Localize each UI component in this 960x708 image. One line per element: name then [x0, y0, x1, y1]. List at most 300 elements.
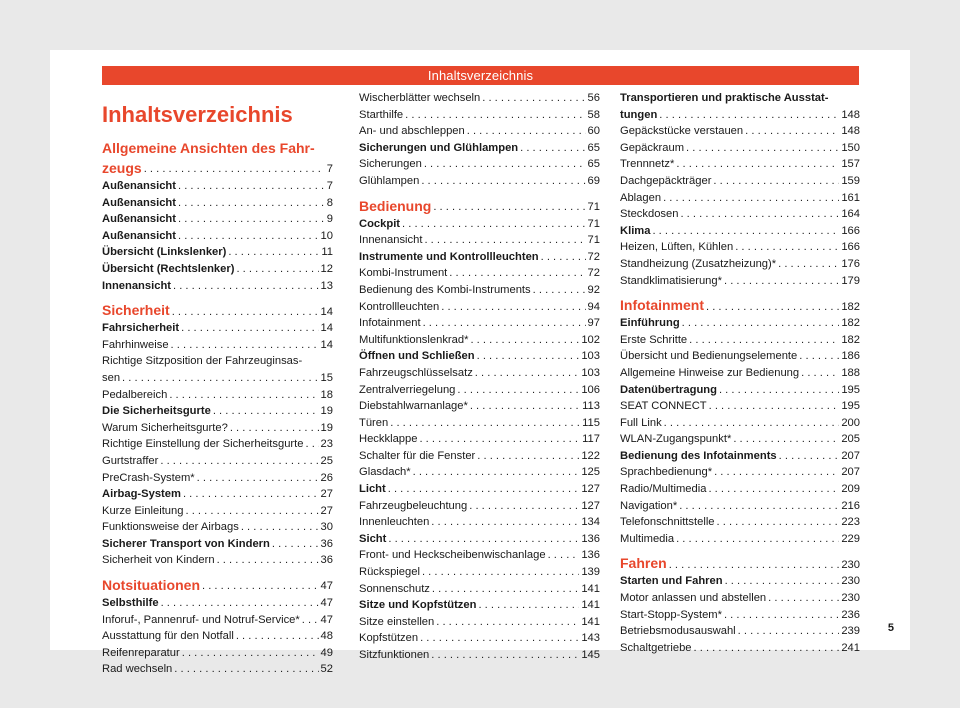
toc-page-number: 207: [841, 449, 860, 462]
toc-page-number: 36: [320, 537, 333, 550]
toc-entry[interactable]: [102, 353, 333, 386]
toc-page-number: 159: [841, 174, 860, 187]
toc-entry-title: PreCrash-System*: [102, 471, 195, 484]
toc-page-number: 115: [582, 416, 600, 429]
dot-leader: [241, 519, 319, 536]
toc-entry-title: Rückspiegel: [359, 566, 420, 579]
toc-page-number: 148: [841, 125, 860, 138]
toc-page-number: 176: [841, 257, 860, 270]
toc-page-number: 10: [320, 229, 333, 242]
toc-entry-title: Richtige Einstellung der Sicherheitsgurte: [102, 438, 304, 451]
toc-entry[interactable]: [620, 415, 860, 432]
toc-entry[interactable]: [620, 140, 860, 157]
toc-entry[interactable]: [102, 612, 333, 629]
toc-entry[interactable]: [102, 195, 333, 212]
toc-entry-title: Motor anlassen und abstellen: [620, 592, 767, 605]
page-number: 5: [887, 622, 894, 634]
toc-entry-title: Ausstattung für den Notfall: [102, 630, 234, 643]
toc-entry[interactable]: [620, 531, 860, 548]
toc-entry[interactable]: [620, 640, 860, 657]
toc-entry-title: Diebstahlwarnanlage*: [359, 400, 468, 413]
toc-entry-title: Steckdosen: [620, 208, 679, 221]
toc-page-number: 103: [581, 350, 600, 363]
toc-entry-title: Fahren: [620, 555, 667, 572]
toc-entry[interactable]: [359, 448, 600, 465]
toc-entry-title: Außenansicht: [102, 180, 176, 192]
dot-leader: [230, 420, 319, 437]
dot-leader: [659, 107, 839, 124]
toc-entry-title: Ablagen: [620, 191, 662, 204]
toc-entry[interactable]: [620, 273, 860, 290]
dot-leader: [432, 581, 579, 598]
toc-page-number: 13: [320, 279, 333, 292]
dot-leader: [475, 365, 580, 382]
toc-entry-title: An- und abschleppen: [359, 125, 465, 138]
toc-entry-title: Allgemeine Hinweise zur Bedienung: [620, 366, 800, 379]
toc-entry-title: Heizen, Lüften, Kühlen: [620, 241, 734, 254]
toc-entry[interactable]: [359, 282, 600, 299]
toc-entry[interactable]: [359, 265, 600, 282]
toc-entry[interactable]: [620, 464, 860, 481]
toc-page-number: 136: [581, 549, 600, 562]
toc-section-heading[interactable]: [102, 575, 333, 595]
toc-page-number: 141: [581, 582, 600, 595]
dot-leader: [664, 415, 840, 432]
toc-page-number: 209: [841, 483, 860, 496]
toc-entry[interactable]: [620, 223, 860, 240]
toc-entry-title: Erste Schritte: [620, 333, 688, 346]
toc-page-number: 205: [841, 433, 860, 446]
toc-entry-title: Die Sicherheitsgurte: [102, 405, 211, 418]
toc-page-number: 27: [320, 504, 333, 517]
toc-entry[interactable]: [620, 514, 860, 531]
toc-entry[interactable]: [102, 211, 333, 228]
dot-leader: [541, 249, 586, 266]
toc-entry[interactable]: [102, 628, 333, 645]
toc-entry-title: Kurze Einleitung: [102, 504, 184, 517]
dot-leader: [669, 557, 840, 574]
toc-page-number: 195: [841, 383, 860, 396]
dot-leader: [236, 261, 318, 278]
dot-leader: [402, 216, 586, 233]
toc-page-number: 145: [581, 649, 600, 661]
toc-page-number: 65: [587, 158, 600, 171]
dot-leader: [717, 514, 840, 531]
toc-entry-title: Pedalbereich: [102, 388, 168, 401]
toc-entry[interactable]: [359, 232, 600, 249]
toc-entry[interactable]: [102, 228, 333, 245]
toc-page-number: 58: [587, 108, 600, 121]
toc-entry-title: Infotainment: [359, 317, 421, 330]
toc-entry[interactable]: [102, 436, 333, 453]
toc-entry-title: Multifunktionslenkrad*: [359, 333, 469, 346]
toc-entry-title: Transportieren und praktische Ausstat-: [620, 92, 829, 104]
toc-entry[interactable]: [620, 190, 860, 207]
toc-entry-title: Wischerblätter wechseln: [359, 92, 481, 104]
dot-leader: [424, 232, 585, 249]
dot-leader: [470, 332, 579, 349]
dot-leader: [178, 228, 319, 245]
toc-page-number: 182: [841, 300, 860, 313]
dot-leader: [441, 299, 585, 316]
toc-entry-title: Funktionsweise der Airbags: [102, 521, 239, 534]
toc-entry[interactable]: [620, 332, 860, 349]
toc-entry[interactable]: [620, 590, 860, 607]
toc-entry-title: Sicht: [359, 532, 387, 545]
toc-entry-title: Trennnetz*: [620, 158, 675, 171]
toc-entry[interactable]: [102, 661, 333, 678]
toc-page-number: 97: [587, 317, 600, 330]
toc-entry[interactable]: [102, 552, 333, 569]
page-title: Inhaltsverzeichnis: [102, 102, 293, 127]
dot-leader: [424, 156, 586, 173]
toc-section-heading[interactable]: [620, 553, 860, 573]
dot-leader: [183, 486, 319, 503]
toc-page-number: 102: [581, 333, 600, 346]
dot-leader: [436, 614, 579, 631]
toc-entry-title: Selbsthilfe: [102, 597, 159, 610]
toc-entry[interactable]: [102, 486, 333, 503]
dot-leader: [228, 244, 319, 261]
toc-entry[interactable]: [620, 365, 860, 382]
dot-leader: [779, 448, 840, 465]
toc-entry-title: WLAN-Zugangspunkt*: [620, 433, 732, 446]
toc-page-number: 72: [587, 250, 600, 263]
toc-entry[interactable]: [359, 481, 600, 498]
toc-page-number: 143: [581, 632, 600, 645]
toc-page-number: 92: [587, 283, 600, 296]
toc-entry-title: Telefonschnittstelle: [620, 516, 715, 529]
dot-leader: [470, 398, 580, 415]
dot-leader: [457, 382, 579, 399]
toc-entry[interactable]: [359, 464, 600, 481]
toc-column-1: [102, 90, 333, 678]
toc-entry[interactable]: [620, 123, 860, 140]
toc-entry-title: Glasdach*: [359, 466, 411, 479]
toc-entry-title: Bedienung des Infotainments: [620, 449, 777, 462]
toc-entry-title: Kopfstützen: [359, 632, 419, 645]
toc-entry-title: Sicherheit: [102, 302, 170, 319]
toc-entry[interactable]: [620, 607, 860, 624]
dot-leader: [652, 223, 839, 240]
toc-entry[interactable]: [359, 531, 600, 548]
dot-leader: [431, 647, 579, 664]
dot-leader: [144, 161, 325, 178]
toc-entry-title: Bedienung: [359, 197, 432, 214]
dot-leader: [801, 365, 839, 382]
toc-page-number: 19: [320, 421, 333, 434]
dot-leader: [421, 173, 585, 190]
toc-entry-title: Schalter für die Fenster: [359, 449, 476, 462]
toc-page-number: 164: [841, 208, 860, 221]
toc-entry[interactable]: [359, 299, 600, 316]
toc-entry-title: Öffnen und Schließen: [359, 350, 475, 363]
dot-leader: [724, 607, 839, 624]
toc-entry[interactable]: [359, 365, 600, 382]
toc-page-number: 136: [581, 532, 600, 545]
toc-entry[interactable]: [359, 581, 600, 598]
toc-entry[interactable]: [102, 453, 333, 470]
toc-page-number: 229: [841, 532, 860, 545]
toc-page-number: 113: [582, 400, 600, 413]
toc-page-number: 19: [320, 405, 333, 418]
dot-leader: [174, 661, 318, 678]
toc-page-number: 166: [841, 241, 860, 254]
toc-page-number: 127: [581, 499, 600, 512]
toc-page-number: 139: [581, 566, 600, 579]
toc-entry[interactable]: [102, 420, 333, 437]
toc-page-number: 71: [587, 217, 600, 230]
dot-leader: [182, 645, 319, 662]
toc-entry-title: Datenübertragung: [620, 383, 717, 396]
toc-entry[interactable]: [102, 387, 333, 404]
toc-page-number: 14: [320, 338, 333, 351]
toc-entry[interactable]: [359, 547, 600, 564]
dot-leader: [467, 123, 586, 140]
toc-page-number: 52: [320, 663, 333, 676]
toc-entry-title: Übersicht und Bedienungselemente: [620, 350, 798, 363]
toc-entry[interactable]: [102, 645, 333, 662]
toc-entry[interactable]: [359, 216, 600, 233]
toc-entry[interactable]: [359, 647, 600, 664]
toc-page-number: 236: [841, 608, 860, 621]
header-bar: Inhaltsverzeichnis: [102, 66, 859, 85]
toc-entry-title: Starthilfe: [359, 108, 404, 121]
toc-entry-title: Cockpit: [359, 217, 401, 230]
toc-entry-title: Kontrollleuchten: [359, 300, 440, 313]
toc-page-number: 94: [587, 300, 600, 313]
toc-entry-title: Rad wechseln: [102, 663, 173, 676]
toc-entry[interactable]: [620, 206, 860, 223]
toc-entry-title: Sitzfunktionen: [359, 649, 430, 661]
toc-column-3: [620, 90, 860, 656]
toc-entry[interactable]: [359, 107, 600, 124]
toc-entry[interactable]: [102, 337, 333, 354]
toc-entry[interactable]: [620, 348, 860, 365]
toc-entry-title: Full Link: [620, 416, 662, 429]
toc-entry[interactable]: [620, 156, 860, 173]
toc-entry[interactable]: [620, 382, 860, 399]
toc-page-number: 150: [841, 141, 860, 154]
dot-leader: [202, 578, 319, 595]
toc-entry-title: Sicherheit von Kindern: [102, 554, 215, 567]
toc-entry[interactable]: [359, 348, 600, 365]
toc-entry-title: Türen: [359, 416, 389, 429]
toc-entry[interactable]: [620, 256, 860, 273]
toc-entry[interactable]: [359, 614, 600, 631]
toc-entry[interactable]: [620, 448, 860, 465]
dot-leader: [708, 481, 839, 498]
dot-leader: [478, 597, 579, 614]
toc-entry-title: Licht: [359, 483, 386, 496]
toc-entry-title: Instrumente und Kontrollleuchten: [359, 250, 539, 263]
toc-entry-title: Gepäckraum: [620, 141, 685, 154]
dot-leader: [694, 640, 840, 657]
toc-entry[interactable]: [359, 90, 600, 107]
toc-page-number: 125: [581, 466, 600, 479]
toc-page-number: 15: [320, 371, 333, 384]
toc-entry[interactable]: [359, 597, 600, 614]
toc-entry[interactable]: [102, 595, 333, 612]
toc-section-heading[interactable]: [620, 295, 860, 315]
toc-section-heading[interactable]: [102, 138, 333, 178]
toc-entry[interactable]: [102, 278, 333, 295]
toc-entry[interactable]: [620, 481, 860, 498]
toc-page-number: 11: [321, 246, 333, 259]
toc-page-number: 182: [841, 333, 860, 346]
toc-page-number: 230: [841, 575, 860, 588]
toc-entry[interactable]: [359, 431, 600, 448]
dot-leader: [213, 403, 319, 420]
dot-leader: [388, 481, 580, 498]
toc-page-number: 186: [841, 350, 860, 363]
toc-page-number: 12: [320, 262, 333, 275]
toc-entry[interactable]: [359, 173, 600, 190]
toc-page-number: 47: [320, 597, 333, 610]
toc-entry[interactable]: [359, 398, 600, 415]
toc-entry-title: Sicherer Transport von Kindern: [102, 537, 270, 550]
toc-entry[interactable]: [359, 249, 600, 266]
dot-leader: [197, 470, 319, 487]
toc-entry[interactable]: [102, 470, 333, 487]
toc-entry[interactable]: [102, 536, 333, 553]
toc-entry-title: Allgemeine Ansichten des Fahr-: [102, 140, 315, 156]
toc-entry-title: Bedienung des Kombi-Instruments: [359, 283, 531, 296]
toc-page-number: 182: [841, 317, 860, 330]
dot-leader: [469, 498, 579, 515]
dot-leader: [686, 140, 839, 157]
toc-entry[interactable]: [359, 382, 600, 399]
toc-entry[interactable]: [102, 261, 333, 278]
toc-page-number: 47: [320, 613, 333, 626]
toc-entry[interactable]: [359, 514, 600, 531]
toc-entry[interactable]: [359, 332, 600, 349]
toc-entry[interactable]: [102, 403, 333, 420]
toc-page-number: 141: [581, 615, 600, 628]
dot-leader: [433, 199, 585, 216]
toc-entry[interactable]: [359, 564, 600, 581]
toc-page-number: 195: [841, 400, 860, 413]
toc-page-number: 103: [581, 366, 600, 379]
dot-leader: [680, 206, 839, 223]
toc-entry-title: Richtige Sitzposition der Fahrzeuginsas-: [102, 355, 303, 368]
toc-page-number: 134: [581, 516, 600, 529]
toc-entry-title: Sitze einstellen: [359, 615, 435, 628]
toc-entry[interactable]: [620, 315, 860, 332]
toc-entry[interactable]: [620, 431, 860, 448]
toc-entry[interactable]: [620, 623, 860, 640]
toc-section-heading[interactable]: [359, 196, 600, 216]
toc-page-number: 8: [326, 196, 333, 209]
toc-entry[interactable]: [620, 173, 860, 190]
dot-leader: [405, 107, 585, 124]
toc-entry[interactable]: [102, 519, 333, 536]
dot-leader: [390, 415, 580, 432]
toc-entry-title: Radio/Multimedia: [620, 483, 707, 496]
toc-page-number: 216: [841, 499, 860, 512]
dot-leader: [388, 531, 579, 548]
dot-leader: [738, 623, 840, 640]
toc-entry[interactable]: [359, 156, 600, 173]
toc-page-number: 148: [841, 108, 860, 121]
toc-entry-title: Start-Stopp-System*: [620, 608, 722, 621]
dot-leader: [449, 265, 585, 282]
toc-entry[interactable]: [620, 573, 860, 590]
toc-page-number: 188: [841, 366, 860, 379]
toc-entry-title: Einführung: [620, 317, 680, 330]
toc-entry-title-continued: sen: [102, 371, 121, 384]
toc-entry[interactable]: [359, 630, 600, 647]
toc-entry-title: Schaltgetriebe: [620, 641, 692, 654]
toc-page-number: 223: [841, 516, 860, 529]
dot-leader: [533, 282, 586, 299]
toc-entry-title: Standklimatisierung*: [620, 274, 722, 287]
dot-leader: [778, 256, 839, 273]
dot-leader: [768, 590, 839, 607]
dot-leader: [679, 498, 839, 515]
toc-entry-title: Sicherungen: [359, 158, 422, 171]
dot-leader: [169, 387, 318, 404]
toc-page-number: 161: [841, 191, 860, 204]
toc-entry-title: Front- und Heckscheibenwischanlage: [359, 549, 546, 562]
dot-leader: [236, 628, 319, 645]
dot-leader: [682, 315, 840, 332]
toc-column-2: [359, 90, 600, 664]
toc-entry[interactable]: [102, 178, 333, 195]
toc-entry-title: Multimedia: [620, 532, 675, 545]
toc-entry-title: Zentralverriegelung: [359, 383, 456, 396]
toc-page-number: 69: [587, 174, 600, 187]
toc-entry[interactable]: [620, 90, 860, 123]
dot-leader: [122, 370, 319, 387]
toc-page-number: 30: [320, 521, 333, 534]
toc-entry[interactable]: [102, 244, 333, 261]
toc-entry-title-continued: zeugs: [102, 160, 142, 176]
toc-entry-title: Fahrzeugbeleuchtung: [359, 499, 468, 512]
toc-entry[interactable]: [102, 503, 333, 520]
dot-leader: [725, 573, 840, 590]
toc-page-number: 157: [841, 158, 860, 171]
toc-entry[interactable]: [620, 498, 860, 515]
toc-entry-title: Warum Sicherheitsgurte?: [102, 421, 228, 434]
toc-entry[interactable]: [359, 140, 600, 157]
toc-page-number: 25: [320, 454, 333, 467]
toc-entry-title: Fahrsicherheit: [102, 322, 180, 335]
toc-page-number: 230: [841, 558, 860, 571]
dot-leader: [709, 398, 840, 415]
toc-entry[interactable]: [102, 320, 333, 337]
toc-entry-title: Notsituationen: [102, 577, 200, 594]
toc-entry-title: Infotainment: [620, 297, 704, 314]
toc-entry[interactable]: [620, 398, 860, 415]
toc-entry[interactable]: [359, 415, 600, 432]
toc-entry[interactable]: [359, 315, 600, 332]
toc-section-heading[interactable]: [102, 300, 333, 320]
toc-entry[interactable]: [620, 239, 860, 256]
toc-entry-title: Reifenreparatur: [102, 646, 180, 659]
toc-entry[interactable]: [359, 123, 600, 140]
toc-entry-title: Sonnenschutz: [359, 582, 430, 595]
toc-entry-title: Außenansicht: [102, 213, 176, 226]
toc-page-number: 239: [841, 625, 860, 638]
toc-page-number: 49: [320, 646, 333, 659]
toc-entry-title: Navigation*: [620, 499, 678, 512]
toc-entry-title: Außenansicht: [102, 229, 176, 242]
toc-entry-title: Fahrzeugschlüsselsatz: [359, 366, 473, 379]
toc-entry[interactable]: [359, 498, 600, 515]
dot-leader: [181, 320, 318, 337]
toc-page-number: 7: [326, 180, 333, 192]
